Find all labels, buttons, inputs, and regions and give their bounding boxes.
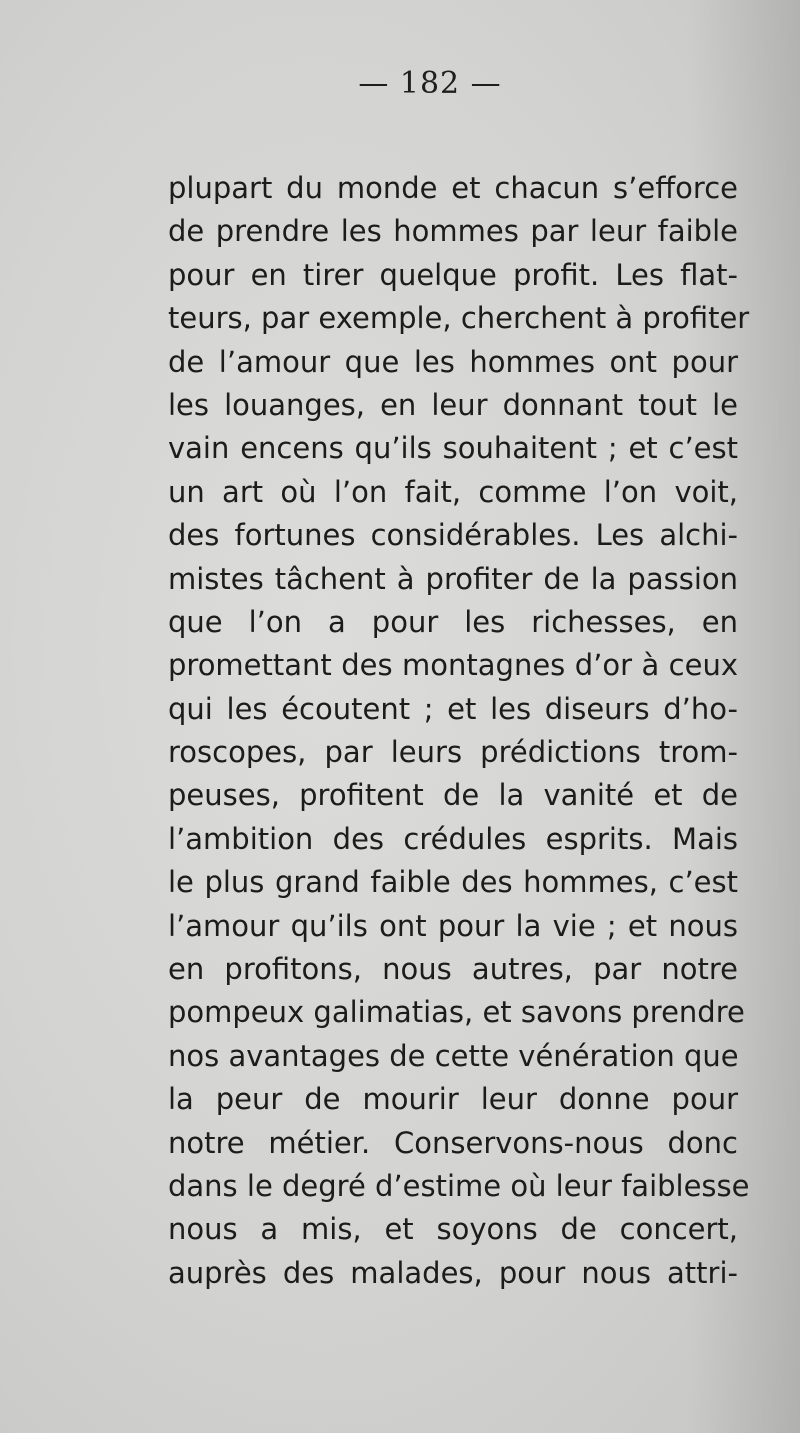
text-line: le plus grand faible des hommes, c’est — [168, 865, 738, 900]
text-line: nos avantages de cette vénération que — [168, 1038, 739, 1073]
text-line: pompeux galimatias, et savons prendre — [168, 995, 745, 1030]
text-line: dans le degré d’estime où leur faiblesse — [168, 1168, 750, 1203]
text-line: plupart du monde et chacun s’efforce — [168, 171, 738, 205]
text-line: mistes tâchent à profiter de la passion — [168, 561, 738, 596]
text-line: l’amour qu’ils ont pour la vie ; et nous — [168, 908, 738, 943]
text-line: auprès des malades, pour nous attri- — [168, 1255, 738, 1290]
text-line: de prendre les hommes par leur faible — [168, 214, 738, 249]
text-line: pour en tirer quelque profit. Les flat- — [168, 257, 738, 292]
text-line: peuses, profitent de la vanité et de — [168, 778, 738, 813]
text-line: en profitons, nous autres, par notre — [168, 952, 738, 987]
text-line: vain encens qu’ils souhaitent ; et c’est — [168, 431, 738, 466]
body-text — [168, 167, 750, 1295]
text-line: teurs, par exemple, cherchent à profiter — [168, 301, 750, 336]
text-line: l’ambition des crédules esprits. Mais — [168, 821, 738, 856]
text-line: qui les écoutent ; et les diseurs d’ho- — [168, 691, 738, 726]
text-line: roscopes, par leurs prédictions trom- — [168, 735, 738, 770]
text-line: notre métier. Conservons-nous donc — [168, 1125, 738, 1160]
page-number: — 182 — — [358, 66, 502, 101]
text-line: de l’amour que les hommes ont pour — [168, 344, 738, 379]
text-line: un art où l’on fait, comme l’on voit, — [168, 474, 738, 509]
text-line: la peur de mourir leur donne pour — [168, 1082, 738, 1117]
text-line: les louanges, en leur donnant tout le — [168, 387, 738, 422]
text-line: promettant des montagnes d’or à ceux — [168, 648, 738, 683]
text-line: nous a mis, et soyons de concert, — [168, 1212, 738, 1247]
text-line: des fortunes considérables. Les alchi- — [168, 518, 738, 553]
text-line: que l’on a pour les richesses, en — [168, 604, 738, 639]
